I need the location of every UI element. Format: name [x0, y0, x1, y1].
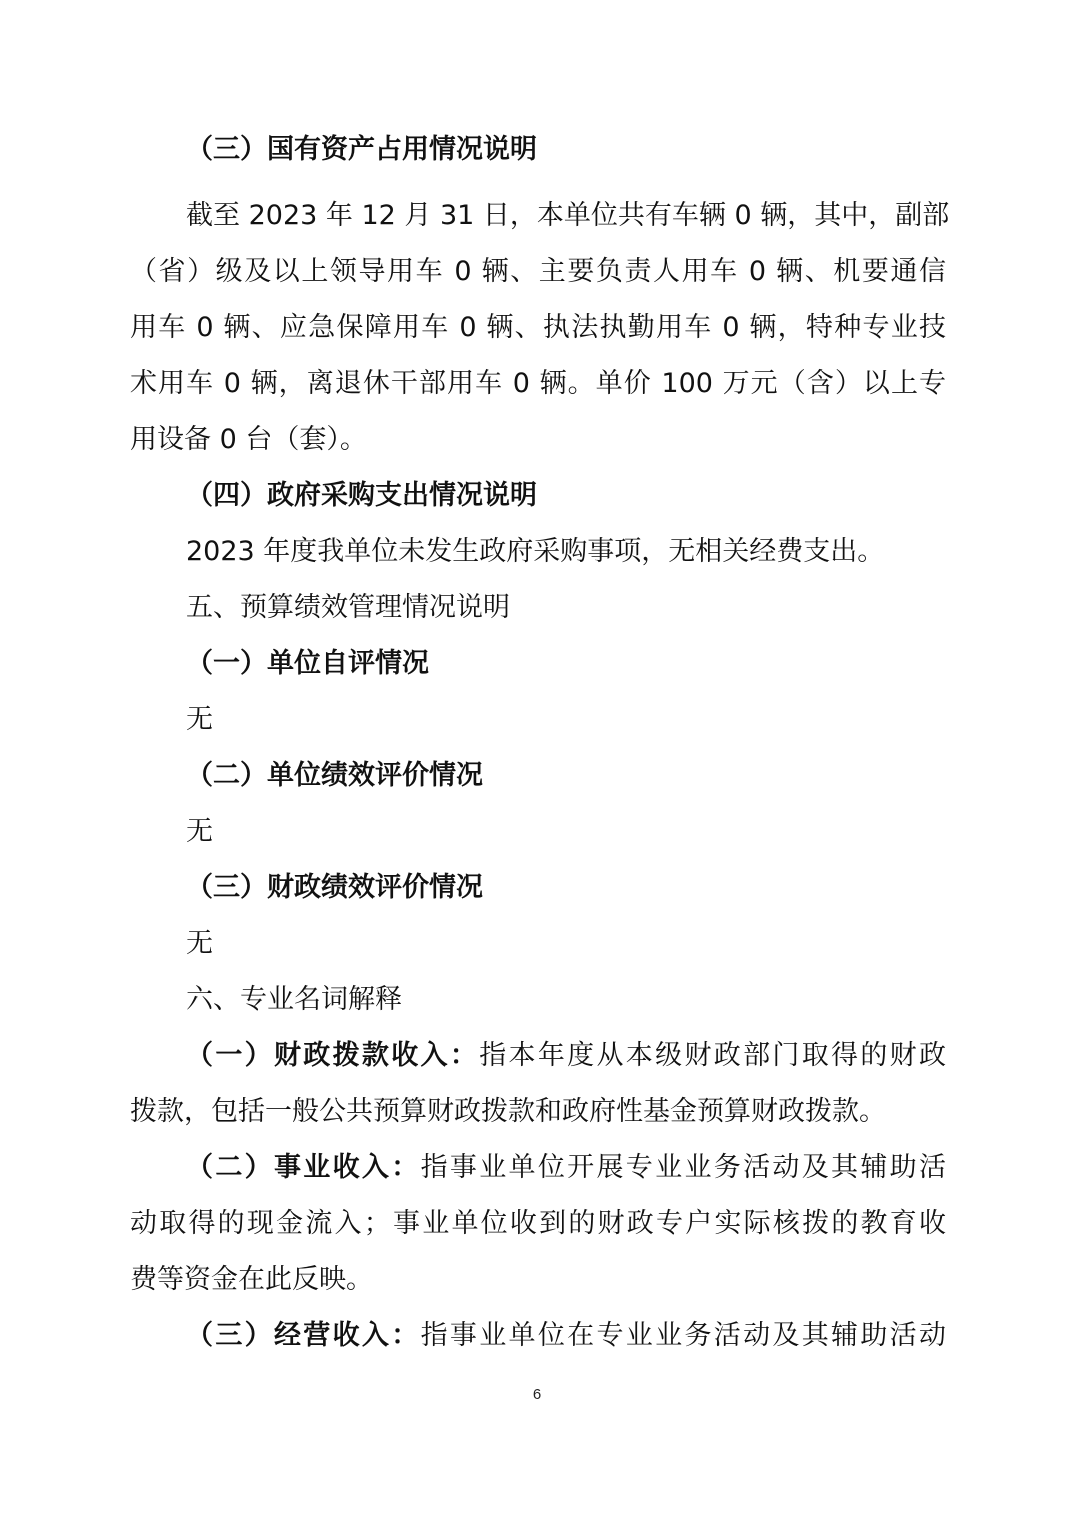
- section-heading: （四）政府采购支出情况说明: [186, 480, 537, 511]
- text-line: 无: [186, 816, 213, 847]
- text-line: 无: [186, 928, 213, 959]
- section-heading: （三）国有资产占用情况说明: [186, 134, 537, 165]
- text-line: （省）级及以上领导用车 0 辆、主要负责人用车 0 辆、机要通信: [130, 256, 946, 287]
- definition-continuation: 拨款，包括一般公共预算财政拨款和政府性基金预算财政拨款。: [130, 1096, 886, 1127]
- definition-continuation: 动取得的现金流入；事业单位收到的财政专户实际核拨的教育收: [130, 1208, 946, 1239]
- definition-term: （一）财政拨款收入：: [186, 1040, 480, 1071]
- text-line: 六、专业名词解释: [186, 984, 402, 1015]
- text-line: 无: [186, 704, 213, 735]
- definition-continuation: 费等资金在此反映。: [130, 1264, 373, 1295]
- text-line: 截至 2023 年 12 月 31 日，本单位共有车辆 0 辆，其中，副部: [186, 200, 950, 231]
- text-line: 术用车 0 辆，离退休干部用车 0 辆。单价 100 万元（含）以上专: [130, 368, 946, 399]
- section-heading: （一）单位自评情况: [186, 648, 429, 679]
- text-line: 五、预算绩效管理情况说明: [186, 592, 510, 623]
- definition-text: 指本年度从本级财政部门取得的财政: [479, 1040, 947, 1071]
- text-line: 用车 0 辆、应急保障用车 0 辆、执法执勤用车 0 辆，特种专业技: [130, 312, 946, 343]
- section-heading: （二）单位绩效评价情况: [186, 760, 483, 791]
- definition-first-line: [186, 1036, 946, 1076]
- definition-term: （二）事业收入：: [186, 1152, 421, 1183]
- definition-text: 指事业单位在专业业务活动及其辅助活动: [420, 1320, 947, 1351]
- definition-first-line: [186, 1148, 946, 1188]
- definition-term: （三）经营收入：: [186, 1320, 421, 1351]
- text-line: 用设备 0 台（套）。: [130, 424, 367, 455]
- text-line: 2023 年度我单位未发生政府采购事项，无相关经费支出。: [186, 536, 885, 567]
- definition-text: 指事业单位开展专业业务活动及其辅助活: [420, 1152, 947, 1183]
- section-heading: （三）财政绩效评价情况: [186, 872, 483, 903]
- page-number: 6: [532, 1386, 542, 1403]
- definition-first-line: [186, 1316, 946, 1356]
